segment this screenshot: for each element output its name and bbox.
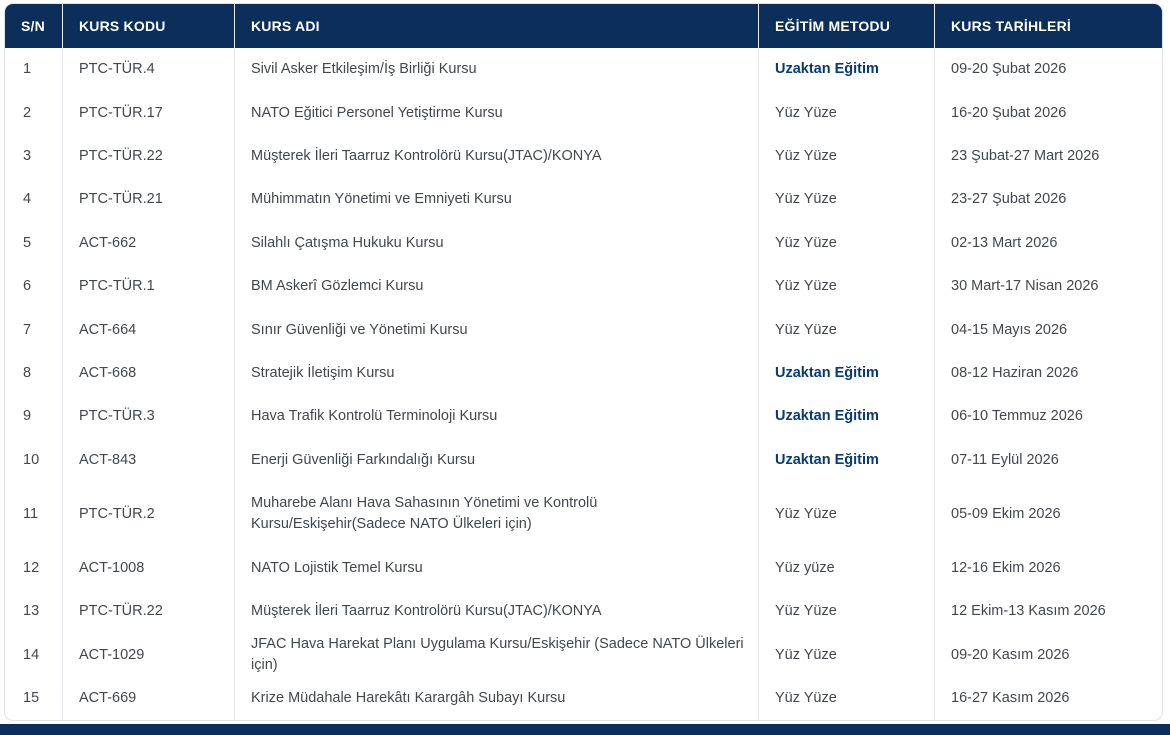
cell-serial-number: 8	[5, 352, 63, 395]
cell-training-method: Yüz Yüze	[759, 590, 935, 633]
cell-serial-number: 7	[5, 308, 63, 351]
cell-course-name: NATO Eğitici Personel Yetiştirme Kursu	[235, 91, 759, 134]
cell-course-code: PTC-TÜR.2	[63, 482, 235, 547]
cell-course-dates: 02-13 Mart 2026	[951, 234, 1058, 251]
cell-serial-number: 6	[5, 265, 63, 308]
cell-serial-number: 13	[5, 590, 63, 633]
cell-course-code: PTC-TÜR.3	[63, 395, 235, 438]
course-schedule-table	[4, 3, 1163, 721]
table-row	[5, 634, 1162, 677]
cell-course-name: Sivil Asker Etkileşim/İş Birliği Kursu	[235, 48, 759, 91]
footer-strip	[0, 724, 1170, 735]
table-header-row	[5, 4, 1162, 48]
cell-training-method: Uzaktan Eğitim	[759, 395, 935, 438]
column-header-sn: S/N	[5, 4, 63, 48]
cell-training-method: Yüz Yüze	[759, 91, 935, 134]
cell-training-method: Yüz Yüze	[759, 178, 935, 221]
table-row	[5, 547, 1162, 590]
table-row	[5, 308, 1162, 351]
cell-course-dates: 04-15 Mayıs 2026	[951, 321, 1068, 338]
cell-course-code: ACT-664	[63, 308, 235, 351]
cell-course-code: ACT-1029	[63, 634, 235, 677]
cell-course-dates: 07-11 Eylül 2026	[951, 451, 1059, 468]
cell-course-dates: 08-12 Haziran 2026	[951, 364, 1079, 381]
cell-training-method: Uzaktan Eğitim	[759, 439, 935, 482]
cell-course-dates: 09-20 Kasım 2026	[951, 646, 1070, 663]
cell-training-method: Yüz Yüze	[759, 308, 935, 351]
table-row	[5, 178, 1162, 221]
cell-course-dates: 16-20 Şubat 2026	[951, 104, 1067, 121]
cell-course-code: ACT-843	[63, 439, 235, 482]
cell-course-code: PTC-TÜR.4	[63, 48, 235, 91]
table-row	[5, 135, 1162, 178]
table-row	[5, 439, 1162, 482]
column-header-kurs-adi: KURS ADI	[235, 4, 759, 48]
cell-serial-number: 4	[5, 178, 63, 221]
table-row	[5, 222, 1162, 265]
cell-serial-number: 2	[5, 91, 63, 134]
table-row	[5, 590, 1162, 633]
cell-course-dates: 09-20 Şubat 2026	[951, 61, 1067, 78]
cell-training-method: Yüz Yüze	[759, 265, 935, 308]
cell-course-code: PTC-TÜR.22	[63, 590, 235, 633]
cell-course-name: Stratejik İletişim Kursu	[235, 352, 759, 395]
cell-course-name: Müşterek İleri Taarruz Kontrolörü Kursu(JTAC)/KONYA	[235, 135, 759, 178]
cell-serial-number: 12	[5, 547, 63, 590]
cell-course-code: ACT-668	[63, 352, 235, 395]
cell-course-name: Müşterek İleri Taarruz Kontrolörü Kursu(JTAC)/KONYA	[235, 590, 759, 633]
cell-course-code: PTC-TÜR.17	[63, 91, 235, 134]
cell-course-dates: 12 Ekim-13 Kasım 2026	[951, 603, 1106, 620]
cell-serial-number: 14	[5, 634, 63, 677]
cell-course-dates: 16-27 Kasım 2026	[951, 690, 1070, 707]
table-row	[5, 265, 1162, 308]
cell-training-method: Yüz Yüze	[759, 677, 935, 720]
cell-training-method: Yüz Yüze	[759, 135, 935, 178]
cell-course-name: NATO Lojistik Temel Kursu	[235, 547, 759, 590]
cell-training-method: Yüz Yüze	[759, 634, 935, 677]
cell-course-name: Muharebe Alanı Hava Sahasının Yönetimi ve Kontrolü Kursu/Eskişehir(Sadece NATO Ülkeleri için)	[235, 482, 759, 547]
cell-training-method: Uzaktan Eğitim	[759, 352, 935, 395]
column-header-kurs-tarihleri: KURS TARİHLERİ	[951, 18, 1071, 34]
cell-course-name: BM Askerî Gözlemci Kursu	[235, 265, 759, 308]
cell-serial-number: 10	[5, 439, 63, 482]
cell-serial-number: 1	[5, 48, 63, 91]
table-row	[5, 482, 1162, 547]
cell-course-name: Hava Trafik Kontrolü Terminoloji Kursu	[235, 395, 759, 438]
cell-serial-number: 5	[5, 222, 63, 265]
cell-serial-number: 9	[5, 395, 63, 438]
cell-course-dates: 30 Mart-17 Nisan 2026	[951, 278, 1099, 295]
cell-course-dates: 12-16 Ekim 2026	[951, 560, 1061, 577]
table-row	[5, 48, 1162, 91]
cell-course-code: PTC-TÜR.22	[63, 135, 235, 178]
cell-course-code: ACT-669	[63, 677, 235, 720]
cell-course-name: Mühimmatın Yönetimi ve Emniyeti Kursu	[235, 178, 759, 221]
cell-course-code: ACT-662	[63, 222, 235, 265]
cell-course-dates: 06-10 Temmuz 2026	[951, 408, 1083, 425]
cell-course-code: PTC-TÜR.21	[63, 178, 235, 221]
cell-training-method: Yüz Yüze	[759, 222, 935, 265]
cell-course-dates: 05-09 Ekim 2026	[951, 505, 1061, 522]
cell-training-method: Yüz yüze	[759, 547, 935, 590]
cell-training-method: Uzaktan Eğitim	[759, 48, 935, 91]
column-header-egitim-metodu: EĞİTİM METODU	[759, 4, 935, 48]
cell-course-name: Krize Müdahale Harekâtı Karargâh Subayı Kursu	[235, 677, 759, 720]
table-row	[5, 395, 1162, 438]
cell-course-name: Sınır Güvenliği ve Yönetimi Kursu	[235, 308, 759, 351]
cell-serial-number: 15	[5, 677, 63, 720]
cell-course-code: ACT-1008	[63, 547, 235, 590]
cell-course-name: Silahlı Çatışma Hukuku Kursu	[235, 222, 759, 265]
cell-serial-number: 11	[5, 482, 63, 547]
table-body	[5, 48, 1162, 720]
cell-serial-number: 3	[5, 135, 63, 178]
cell-course-code: PTC-TÜR.1	[63, 265, 235, 308]
table-row	[5, 352, 1162, 395]
table-row	[5, 677, 1162, 720]
cell-training-method: Yüz Yüze	[759, 482, 935, 547]
cell-course-dates: 23 Şubat-27 Mart 2026	[951, 147, 1100, 164]
column-header-kurs-kodu: KURS KODU	[63, 4, 235, 48]
cell-course-name: JFAC Hava Harekat Planı Uygulama Kursu/Eskişehir (Sadece NATO Ülkeleri için)	[235, 634, 759, 677]
table-row	[5, 91, 1162, 134]
cell-course-name: Enerji Güvenliği Farkındalığı Kursu	[235, 439, 759, 482]
cell-course-dates: 23-27 Şubat 2026	[951, 191, 1067, 208]
